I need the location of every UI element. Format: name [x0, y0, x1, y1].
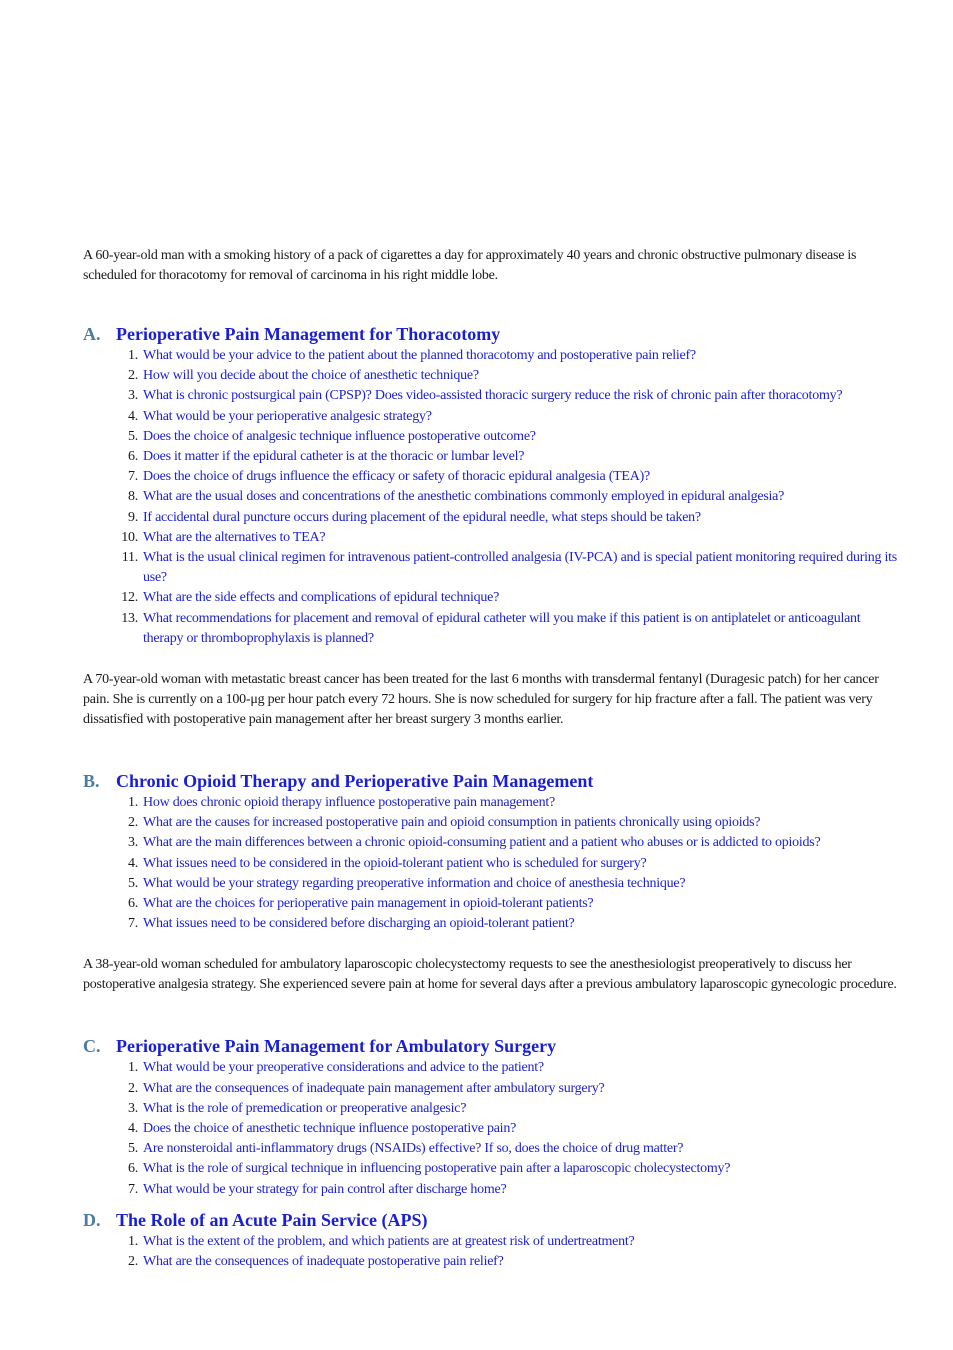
question-link[interactable]: What are the side effects and complications of epidural technique? — [143, 590, 500, 606]
case-description: A 60-year-old man with a smoking history of a pack of cigarettes a day for approximately 40 years and chronic obstructive pulmonary disease is scheduled for thoracotomy for removal of carcinoma in his right middle lobe. — [83, 248, 857, 283]
question-link[interactable]: What are the consequences of inadequate postoperative pain relief? — [143, 1254, 504, 1270]
question-number: 5. — [128, 875, 138, 891]
question-number: 1. — [128, 795, 138, 811]
section-title — [83, 322, 903, 346]
question-number: 2. — [128, 1080, 138, 1096]
question-item — [83, 528, 903, 548]
section-letter: D. — [83, 1209, 101, 1230]
question-link[interactable]: What are the choices for perioperative pain management in opioid-tolerant patients? — [143, 896, 594, 912]
question-link[interactable]: What would be your perioperative analgesic strategy? — [143, 408, 432, 424]
question-link[interactable]: What issues need to be considered in the opioid-tolerant patient who is scheduled for surgery? — [143, 855, 647, 871]
question-number: 2. — [128, 815, 138, 831]
question-number: 1. — [128, 1060, 138, 1076]
question-number: 3. — [128, 1100, 138, 1116]
question-number: 10. — [121, 529, 138, 545]
question-link[interactable]: What are the consequences of inadequate pain management after ambulatory surgery? — [143, 1080, 605, 1096]
question-link[interactable]: If accidental dural puncture occurs during placement of the epidural needle, what steps should be taken? — [143, 509, 701, 525]
question-link[interactable]: What would be your strategy regarding preoperative information and choice of anesthesia technique? — [143, 875, 686, 891]
question-number: 3. — [128, 835, 138, 851]
question-item — [83, 813, 903, 833]
question-list — [83, 793, 903, 934]
question-number: 12. — [121, 590, 138, 606]
question-link[interactable]: Does it matter if the epidural catheter is at the thoracic or lumbar level? — [143, 449, 525, 465]
question-number: 1. — [128, 1233, 138, 1249]
section-letter: B. — [83, 771, 100, 792]
question-item — [83, 548, 903, 588]
question-number: 6. — [128, 449, 138, 465]
question-link[interactable]: How will you decide about the choice of anesthetic technique? — [143, 368, 479, 384]
question-link[interactable]: Does the choice of drugs influence the efficacy or safety of thoracic epidural analgesia (TEA)? — [143, 469, 650, 485]
question-link[interactable]: What would be your preoperative considerations and advice to the patient? — [143, 1060, 544, 1076]
question-link[interactable]: Does the choice of anesthetic technique influence postoperative pain? — [143, 1121, 517, 1137]
question-number: 7. — [128, 469, 138, 485]
question-link[interactable]: What is the usual clinical regimen for intravenous patient-controlled analgesia (IV-PCA) and is special patient monitoring required during its use? — [143, 550, 897, 586]
question-link[interactable]: What are the usual doses and concentrations of the anesthetic combinations commonly employed in epidural analgesia? — [143, 489, 785, 505]
question-item — [83, 467, 903, 487]
section-b — [83, 769, 903, 934]
question-list — [83, 1058, 903, 1199]
question-item — [83, 1159, 903, 1179]
question-number: 6. — [128, 1161, 138, 1177]
section-a — [83, 322, 903, 649]
question-link[interactable]: What is chronic postsurgical pain (CPSP)? Does video-assisted thoracic surgery reduce the risk of chronic pain after thoracotomy? — [143, 388, 843, 404]
question-number: 4. — [128, 1121, 138, 1137]
question-item — [83, 407, 903, 427]
section-title-text: The Role of an Acute Pain Service (APS) — [116, 1209, 428, 1230]
question-item — [83, 386, 903, 406]
document-page — [83, 246, 903, 1272]
question-number: 2. — [128, 1254, 138, 1270]
section-title — [83, 769, 903, 793]
question-link[interactable]: What is the extent of the problem, and which patients are at greatest risk of undertreatment? — [143, 1233, 635, 1249]
question-link[interactable]: Are nonsteroidal anti-inflammatory drugs (NSAIDs) effective? If so, does the choice of drug matter? — [143, 1141, 684, 1157]
question-item — [83, 1099, 903, 1119]
section-letter: A. — [83, 324, 101, 344]
question-item — [83, 1058, 903, 1078]
question-list — [83, 346, 903, 649]
question-link[interactable]: What is the role of surgical technique in influencing postoperative pain after a laparoscopic cholecystectomy? — [143, 1161, 731, 1177]
question-item — [83, 1139, 903, 1159]
question-number: 1. — [128, 348, 138, 363]
question-link[interactable]: What recommendations for placement and removal of epidural catheter will you make if this patient is on antiplatelet or anticoagulant therapy or thromboprophylaxis is planned? — [143, 610, 861, 646]
question-link[interactable]: What are the causes for increased postoperative pain and opioid consumption in patients chronically using opioids? — [143, 815, 761, 831]
section-title — [83, 1034, 903, 1058]
question-number: 4. — [128, 855, 138, 871]
question-item — [83, 366, 903, 386]
section-title-text: Chronic Opioid Therapy and Perioperative Pain Management — [116, 771, 594, 792]
question-item — [83, 609, 903, 649]
question-number: 11. — [121, 550, 138, 566]
question-list — [83, 1232, 903, 1272]
case-description: A 70-year-old woman with metastatic breast cancer has been treated for the last 6 months with transdermal fentanyl (Duragesic patch) for her cancer pain. She is currently on a 100-μg per hour patch every 72 hours. She is now scheduled for surgery for hip fracture after a fall. The patient was very dissatisfied with postoperative pain management after her breast surgery 3 months earlier. — [83, 672, 879, 728]
question-item — [83, 914, 903, 934]
question-item — [83, 1232, 903, 1252]
question-link[interactable]: Does the choice of analgesic technique influence postoperative outcome? — [143, 428, 536, 444]
question-item — [83, 1119, 903, 1139]
case-description: A 38-year-old woman scheduled for ambulatory laparoscopic cholecystectomy requests to see the anesthesiologist preoperatively to discuss her postoperative analgesia strategy. She experienced severe pain at home for several days after a previous ambulatory laparoscopic gynecologic procedure. — [83, 957, 897, 993]
question-item — [83, 346, 903, 366]
question-number: 13. — [121, 610, 138, 626]
section-title-text: Perioperative Pain Management for Ambulatory Surgery — [116, 1036, 557, 1057]
question-item — [83, 854, 903, 874]
question-item — [83, 833, 903, 853]
question-number: 7. — [128, 916, 138, 932]
question-number: 2. — [128, 368, 138, 384]
question-item — [83, 1079, 903, 1099]
section-letter: C. — [83, 1036, 101, 1057]
question-number: 6. — [128, 896, 138, 912]
question-item — [83, 487, 903, 507]
question-link[interactable]: How does chronic opioid therapy influence postoperative pain management? — [143, 795, 555, 811]
question-number: 5. — [128, 428, 138, 444]
question-link[interactable]: What are the main differences between a chronic opioid-consuming patient and a patient who abuses or is addicted to opioids? — [143, 835, 821, 851]
section-title — [83, 1208, 903, 1232]
question-number: 8. — [128, 489, 138, 505]
section-c — [83, 1034, 903, 1199]
question-item — [83, 588, 903, 608]
question-link[interactable]: What would be your strategy for pain control after discharge home? — [143, 1181, 507, 1197]
question-item — [83, 793, 903, 813]
question-item — [83, 447, 903, 467]
question-item — [83, 874, 903, 894]
question-number: 7. — [128, 1181, 138, 1197]
question-number: 4. — [128, 408, 138, 424]
question-link[interactable]: What issues need to be considered before discharging an opioid-tolerant patient? — [143, 916, 575, 932]
question-item — [83, 1252, 903, 1272]
question-number: 9. — [128, 509, 138, 525]
section-title-text: Perioperative Pain Management for Thoracotomy — [116, 324, 501, 344]
section-d — [83, 1208, 903, 1272]
question-item — [83, 427, 903, 447]
question-item — [83, 1180, 903, 1200]
question-link[interactable]: What is the role of premedication or preoperative analgesic? — [143, 1100, 467, 1116]
question-item — [83, 508, 903, 528]
question-number: 3. — [128, 388, 138, 404]
question-link[interactable]: What are the alternatives to TEA? — [143, 529, 326, 545]
question-link[interactable]: What would be your advice to the patient about the planned thoracotomy and postoperative pain relief? — [143, 348, 696, 363]
question-item — [83, 894, 903, 914]
question-number: 5. — [128, 1141, 138, 1157]
